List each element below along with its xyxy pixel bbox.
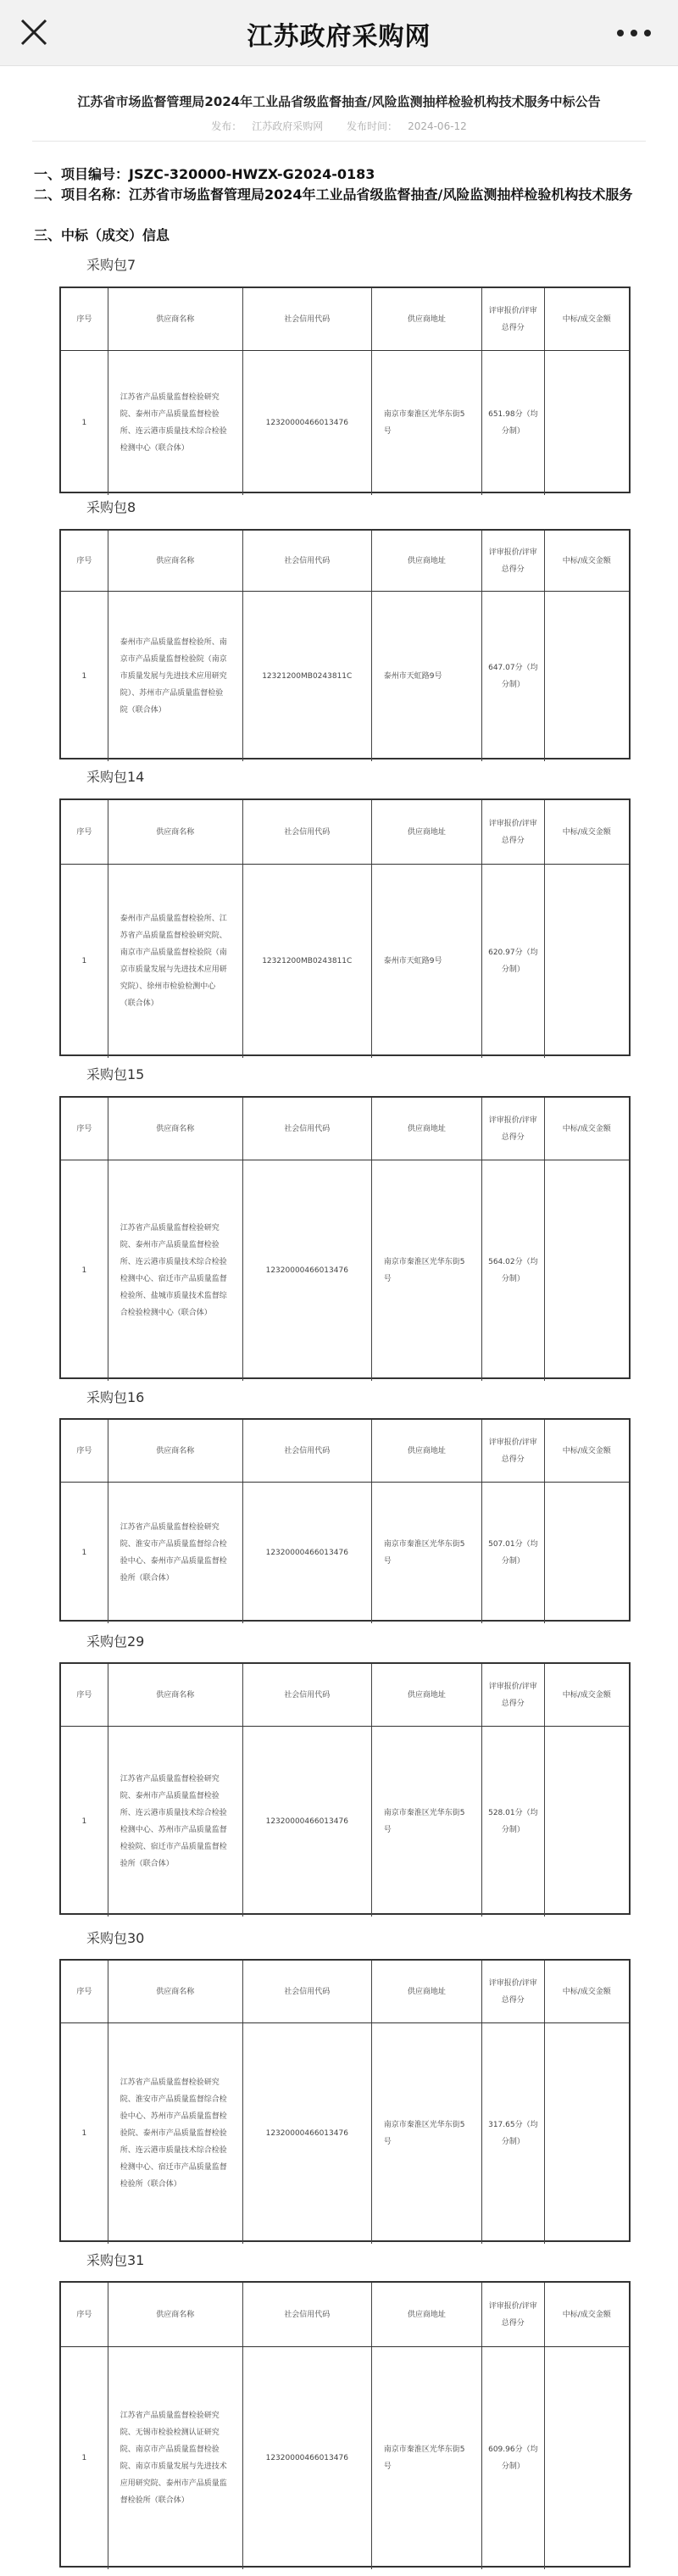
project-number-label: 一、项目编号： — [34, 166, 130, 182]
header-col-supplier: 供应商名称 — [108, 1664, 243, 1726]
header-col-credit-code: 社会信用代码 — [243, 288, 372, 350]
table-row — [61, 351, 629, 495]
cell-col-credit-code: 12320000466013476 — [243, 2347, 372, 2569]
cell-col-score: 507.01分（均分制） — [482, 1483, 545, 1623]
cell-col-score: 528.01分（均分制） — [482, 1727, 545, 1917]
cell-col-credit-code: 12321200MB0243811C — [243, 865, 372, 1058]
date-label: 发布时间： — [347, 120, 398, 132]
header-col-supplier: 供应商名称 — [108, 288, 243, 350]
result-table — [59, 1418, 631, 1622]
table-header — [61, 2283, 629, 2347]
project-number-value: JSZC-320000-HWZX-G2024-0183 — [129, 166, 375, 182]
cell-col-no: 1 — [61, 351, 108, 495]
header-col-supplier: 供应商名称 — [108, 2283, 243, 2346]
cell-col-score: 651.98分（均分制） — [482, 351, 545, 495]
cell-col-credit-code: 12321200MB0243811C — [243, 592, 372, 761]
publisher-label: 发布： — [211, 120, 242, 132]
cell-col-credit-code: 12320000466013476 — [243, 2023, 372, 2244]
top-bar — [0, 0, 678, 66]
table-row — [61, 2347, 629, 2569]
header-col-amount: 中标/成交金额 — [562, 1446, 611, 1455]
header-col-credit-code: 社会信用代码 — [243, 1420, 372, 1482]
header-col-address: 供应商地址 — [372, 1420, 482, 1482]
cell-col-amount — [545, 1160, 629, 1381]
cell-col-supplier: 江苏省产品质量监督检验研究院、泰州市产品质量监督检验所、连云港市质量技术综合检验检测中心（联合体） — [108, 351, 243, 495]
cell-col-amount — [545, 2023, 629, 2244]
cell-col-amount — [545, 865, 629, 1058]
cell-col-address: 泰州市天虹路9号 — [372, 592, 482, 761]
article-meta — [0, 119, 678, 133]
table-row — [61, 592, 629, 761]
header-col-address: 供应商地址 — [372, 1961, 482, 2022]
cell-col-amount — [545, 592, 629, 761]
more-icon[interactable] — [615, 25, 653, 41]
header-col-credit-code: 社会信用代码 — [243, 2283, 372, 2346]
table-header — [61, 800, 629, 865]
table-header — [61, 1961, 629, 2023]
cell-col-supplier: 江苏省产品质量监督检验研究院、泰州市产品质量监督检验所、连云港市质量技术综合检验检测中心、苏州市产品质量监督检验院、宿迁市产品质量监督检验所（联合体） — [108, 1727, 243, 1917]
header-col-address: 供应商地址 — [372, 2283, 482, 2346]
header-col-score: 评审报价/评审总得分 — [482, 531, 545, 591]
header-col-credit-code: 社会信用代码 — [243, 800, 372, 864]
project-name-value: 江苏省市场监督管理局2024年工业品省级监督抽查/风险监测抽样检验机构技术服务 — [129, 186, 633, 203]
project-name — [34, 185, 647, 205]
header-col-no: 序号 — [61, 288, 108, 350]
cell-col-no: 1 — [61, 865, 108, 1058]
header-col-supplier: 供应商名称 — [108, 1420, 243, 1482]
header-col-supplier: 供应商名称 — [108, 1098, 243, 1160]
header-col-score: 评审报价/评审总得分 — [482, 1420, 545, 1482]
cell-col-score: 609.96分（均分制） — [482, 2347, 545, 2569]
package-label: 采购包30 — [86, 1930, 145, 1946]
cell-col-amount — [545, 351, 629, 495]
result-table — [59, 1096, 631, 1379]
cell-col-address: 南京市秦淮区光华东街5号 — [372, 1727, 482, 1917]
package-label: 采购包8 — [86, 499, 136, 515]
table-header — [61, 288, 629, 351]
project-number — [34, 164, 647, 185]
header-col-amount: 中标/成交金额 — [562, 1124, 611, 1133]
table-row — [61, 865, 629, 1058]
header-col-score: 评审报价/评审总得分 — [482, 1961, 545, 2022]
app-title: 江苏政府采购网 — [247, 22, 431, 52]
cell-col-supplier: 泰州市产品质量监督检验所、江苏省产品质量监督检验研究院、南京市产品质量监督检验院（南京市质量发展与先进技术应用研究院）、徐州市检验检测中心（联合体） — [108, 865, 243, 1058]
cell-col-address: 南京市秦淮区光华东街5号 — [372, 1160, 482, 1381]
cell-col-supplier: 江苏省产品质量监督检验研究院、泰州市产品质量监督检验所、连云港市质量技术综合检验检测中心、宿迁市产品质量监督检验所、盐城市质量技术监督综合检验检测中心（联合体） — [108, 1160, 243, 1381]
cell-col-no: 1 — [61, 2347, 108, 2569]
package-label: 采购包15 — [86, 1066, 145, 1082]
cell-col-no: 1 — [61, 2023, 108, 2244]
header-col-amount: 中标/成交金额 — [562, 1690, 611, 1700]
header-col-supplier: 供应商名称 — [108, 800, 243, 864]
cell-col-credit-code: 12320000466013476 — [243, 1160, 372, 1381]
table-header — [61, 1664, 629, 1727]
cell-col-supplier: 江苏省产品质量监督检验研究院、淮安市产品质量监督综合检验中心、泰州市产品质量监督检验所（联合体） — [108, 1483, 243, 1623]
project-name-label: 二、项目名称： — [34, 186, 130, 203]
header-col-supplier: 供应商名称 — [108, 1961, 243, 2022]
cell-col-address: 南京市秦淮区光华东街5号 — [372, 351, 482, 495]
header-col-amount: 中标/成交金额 — [562, 314, 611, 324]
header-col-score: 评审报价/评审总得分 — [482, 1098, 545, 1160]
cell-col-supplier: 江苏省产品质量监督检验研究院、无锡市检验检测认证研究院、南京市产品质量监督检验院、南京市质量发展与先进技术应用研究院、泰州市产品质量监督检验所（联合体） — [108, 2347, 243, 2569]
result-table — [59, 798, 631, 1056]
table-row — [61, 1483, 629, 1623]
header-col-address: 供应商地址 — [372, 1664, 482, 1726]
cell-col-no: 1 — [61, 1483, 108, 1623]
header-col-amount: 中标/成交金额 — [562, 2310, 611, 2319]
cell-col-address: 南京市秦淮区光华东街5号 — [372, 2347, 482, 2569]
header-col-no: 序号 — [61, 1961, 108, 2022]
result-table — [59, 287, 631, 493]
package-label: 采购包16 — [86, 1389, 145, 1405]
header-col-credit-code: 社会信用代码 — [243, 1961, 372, 2022]
article-title: 江苏省市场监督管理局2024年工业品省级监督抽查/风险监测抽样检验机构技术服务中标公告 — [77, 94, 601, 109]
header-col-no: 序号 — [61, 1664, 108, 1726]
cell-col-supplier: 江苏省产品质量监督检验研究院、淮安市产品质量监督综合检验中心、苏州市产品质量监督检验院、泰州市产品质量监督检验所、连云港市质量技术综合检验检测中心、宿迁市产品质量监督检验所（联合体） — [108, 2023, 243, 2244]
result-table — [59, 2281, 631, 2568]
package-label: 采购包14 — [86, 769, 145, 785]
table-header — [61, 1420, 629, 1483]
cell-col-credit-code: 12320000466013476 — [243, 1727, 372, 1917]
cell-col-amount — [545, 2347, 629, 2569]
result-table — [59, 1662, 631, 1915]
header-col-score: 评审报价/评审总得分 — [482, 800, 545, 864]
cell-col-address: 泰州市天虹路9号 — [372, 865, 482, 1058]
header-col-credit-code: 社会信用代码 — [243, 1664, 372, 1726]
result-table — [59, 529, 631, 759]
cell-col-address: 南京市秦淮区光华东街5号 — [372, 2023, 482, 2244]
divider — [32, 141, 646, 142]
cell-col-no: 1 — [61, 592, 108, 761]
cell-col-no: 1 — [61, 1160, 108, 1381]
header-col-address: 供应商地址 — [372, 800, 482, 864]
cell-col-credit-code: 12320000466013476 — [243, 351, 372, 495]
header-col-address: 供应商地址 — [372, 288, 482, 350]
table-header — [61, 1098, 629, 1160]
header-col-amount: 中标/成交金额 — [562, 1987, 611, 1996]
table-row — [61, 1727, 629, 1917]
header-col-address: 供应商地址 — [372, 531, 482, 591]
cell-col-credit-code: 12320000466013476 — [243, 1483, 372, 1623]
header-col-no: 序号 — [61, 1420, 108, 1482]
header-col-amount: 中标/成交金额 — [562, 827, 611, 837]
header-col-score: 评审报价/评审总得分 — [482, 288, 545, 350]
header-col-score: 评审报价/评审总得分 — [482, 1664, 545, 1726]
publisher: 江苏政府采购网 — [252, 120, 324, 132]
package-label: 采购包31 — [86, 2252, 145, 2268]
cell-col-amount — [545, 1483, 629, 1623]
cell-col-no: 1 — [61, 1727, 108, 1917]
result-heading: 三、中标（成交）信息 — [34, 227, 170, 243]
cell-col-supplier: 泰州市产品质量监督检验所、南京市产品质量监督检验院（南京市质量发展与先进技术应用研究院）、苏州市产品质量监督检验院（联合体） — [108, 592, 243, 761]
header-col-supplier: 供应商名称 — [108, 531, 243, 591]
cell-col-amount — [545, 1727, 629, 1917]
header-col-amount: 中标/成交金额 — [562, 556, 611, 565]
result-table — [59, 1959, 631, 2242]
header-col-no: 序号 — [61, 800, 108, 864]
cell-col-score: 317.65分（均分制） — [482, 2023, 545, 2244]
cell-col-address: 南京市秦淮区光华东街5号 — [372, 1483, 482, 1623]
header-col-score: 评审报价/评审总得分 — [482, 2283, 545, 2346]
header-col-no: 序号 — [61, 2283, 108, 2346]
cell-col-score: 647.07分（均分制） — [482, 592, 545, 761]
header-col-credit-code: 社会信用代码 — [243, 531, 372, 591]
table-row — [61, 2023, 629, 2244]
publish-date: 2024-06-12 — [408, 120, 467, 132]
table-header — [61, 531, 629, 592]
package-label: 采购包29 — [86, 1633, 145, 1650]
package-label: 采购包7 — [86, 257, 136, 273]
header-col-address: 供应商地址 — [372, 1098, 482, 1160]
header-col-no: 序号 — [61, 1098, 108, 1160]
header-col-no: 序号 — [61, 531, 108, 591]
cell-col-score: 620.97分（均分制） — [482, 865, 545, 1058]
table-row — [61, 1160, 629, 1381]
cell-col-score: 564.02分（均分制） — [482, 1160, 545, 1381]
header-col-credit-code: 社会信用代码 — [243, 1098, 372, 1160]
